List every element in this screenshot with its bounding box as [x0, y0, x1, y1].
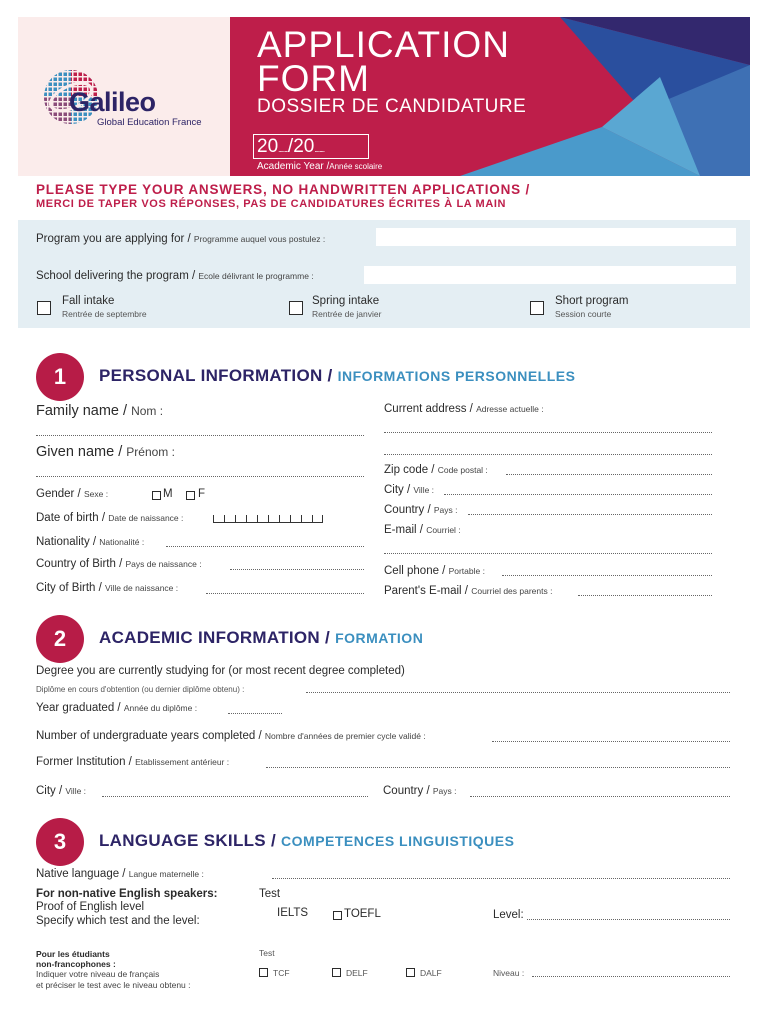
fall-intake-label-fr: Rentrée de septembre	[62, 309, 147, 319]
gender-m-label: M	[163, 488, 173, 500]
degree-label-fr: Diplôme en cours d'obtention (ou dernier diplôme obtenu) :	[36, 685, 245, 694]
academic-country-label: Country / Pays :	[383, 785, 457, 797]
gender-f-checkbox[interactable]	[186, 491, 195, 500]
email-input[interactable]	[384, 553, 712, 554]
current-address-input-line2[interactable]	[384, 454, 712, 455]
year-mid: /20	[287, 136, 315, 157]
year-graduated-input[interactable]	[228, 713, 282, 714]
country-of-birth-label: Country of Birth / Pays de naissance :	[36, 558, 202, 570]
delf-label: DELF	[346, 968, 368, 978]
dalf-label: DALF	[420, 968, 442, 978]
english-level-input[interactable]	[527, 919, 730, 920]
non-native-english-label: For non-native English speakers:	[36, 888, 218, 900]
given-name-label: Given name / Prénom :	[36, 444, 175, 460]
academic-city-label: City / Ville :	[36, 785, 87, 797]
former-institution-input[interactable]	[266, 767, 730, 768]
french-level-input[interactable]	[532, 976, 730, 977]
french-level-label: Niveau :	[493, 968, 525, 978]
nationality-input[interactable]	[166, 546, 364, 547]
year-dots-2: ........	[314, 145, 325, 154]
degree-input[interactable]	[306, 692, 730, 693]
short-program-label: Short program	[555, 295, 629, 307]
school-delivering-input[interactable]	[364, 266, 736, 284]
parent-email-input[interactable]	[578, 595, 712, 596]
section-2-title: ACADEMIC INFORMATION / FORMATION	[99, 628, 424, 647]
form-subtitle: DOSSIER DE CANDIDATURE	[257, 96, 527, 117]
section-3-title: LANGUAGE SKILLS / COMPETENCES LINGUISTIQUES	[99, 831, 515, 850]
tcf-label: TCF	[273, 968, 290, 978]
english-test-label: Test	[259, 888, 281, 900]
delf-checkbox[interactable]	[332, 968, 341, 977]
year-dots-1: ........	[278, 145, 288, 154]
undergrad-years-label: Number of undergraduate years completed / Nombre d'années de premier cycle validé :	[36, 730, 426, 742]
logo-name: Galileo	[69, 87, 156, 117]
gender-m-checkbox[interactable]	[152, 491, 161, 500]
spring-intake-checkbox[interactable]	[289, 301, 303, 315]
city-of-birth-label: City of Birth / Ville de naissance :	[36, 582, 179, 594]
zip-code-input[interactable]	[506, 474, 712, 475]
form-title-line1: APPLICATION	[257, 24, 510, 65]
native-language-input[interactable]	[272, 878, 730, 879]
toefl-label: TOEFL	[344, 908, 381, 920]
form-title-line2: FORM	[257, 58, 370, 99]
section-2-badge: 2	[36, 615, 84, 663]
degree-label: Degree you are currently studying for (or most recent degree completed)	[36, 665, 405, 677]
specify-test-label: Specify which test and the level:	[36, 915, 200, 927]
fall-intake-checkbox[interactable]	[37, 301, 51, 315]
french-test-label: Test	[259, 948, 275, 958]
year-prefix: 20	[257, 136, 279, 157]
dob-input[interactable]	[213, 515, 323, 523]
fr-indicate-label-1: Indiquer votre niveau de français	[36, 969, 160, 979]
current-address-label: Current address / Adresse actuelle :	[384, 403, 544, 415]
program-applying-label: Program you are applying for / Programme auquel vous postulez :	[36, 233, 326, 245]
fr-indicate-label-2: et préciser le test avec le niveau obtenu :	[36, 980, 191, 990]
spring-intake-label: Spring intake	[312, 295, 380, 307]
zip-code-label: Zip code / Code postal :	[384, 464, 488, 476]
gender-label: Gender / Sexe :	[36, 488, 109, 500]
section-3-badge: 3	[36, 818, 84, 866]
short-program-checkbox[interactable]	[530, 301, 544, 315]
galileo-logo	[43, 67, 218, 131]
family-name-label: Family name / Nom :	[36, 403, 164, 419]
fr-students-label-2: non-francophones :	[36, 959, 116, 969]
section-1-badge: 1	[36, 353, 84, 401]
country-input[interactable]	[468, 514, 712, 515]
spring-intake-label-fr: Rentrée de janvier	[312, 309, 382, 319]
city-label: City / Ville :	[384, 484, 435, 496]
program-applying-input[interactable]	[376, 228, 736, 246]
parent-email-label: Parent's E-mail / Courriel des parents :	[384, 585, 553, 597]
academic-city-input[interactable]	[102, 796, 368, 797]
tcf-checkbox[interactable]	[259, 968, 268, 977]
english-level-label: Level:	[493, 909, 524, 921]
academic-year-label: Academic Year /Année scolaire	[257, 161, 383, 172]
native-language-label: Native language / Langue maternelle :	[36, 868, 204, 880]
country-of-birth-input[interactable]	[230, 569, 364, 570]
academic-country-input[interactable]	[470, 796, 730, 797]
nationality-label: Nationality / Nationalité :	[36, 536, 145, 548]
email-label: E-mail / Courriel :	[384, 524, 461, 536]
ielts-label: IELTS	[277, 907, 309, 919]
year-graduated-label: Year graduated / Année du diplôme :	[36, 702, 198, 714]
dob-label: Date of birth / Date de naissance :	[36, 512, 184, 524]
fr-students-label-1: Pour les étudiants	[36, 949, 110, 959]
fall-intake-label: Fall intake	[62, 295, 115, 307]
dalf-checkbox[interactable]	[406, 968, 415, 977]
logo-tagline: Global Education France	[97, 117, 202, 128]
city-of-birth-input[interactable]	[206, 593, 364, 594]
family-name-input[interactable]	[36, 435, 364, 436]
city-input[interactable]	[444, 494, 712, 495]
short-program-label-fr: Session courte	[555, 309, 612, 319]
proof-english-label: Proof of English level	[36, 901, 145, 913]
school-delivering-label: School delivering the program / Ecole délivrant le programme :	[36, 270, 314, 282]
given-name-input[interactable]	[36, 476, 364, 477]
toefl-checkbox[interactable]	[333, 911, 342, 920]
gender-f-label: F	[198, 488, 206, 500]
undergrad-years-input[interactable]	[492, 741, 730, 742]
instruction-en: PLEASE TYPE YOUR ANSWERS, NO HANDWRITTEN APPLICATIONS /	[36, 182, 531, 197]
country-label: Country / Pays :	[384, 504, 458, 516]
section-1-title: PERSONAL INFORMATION / INFORMATIONS PERSONNELLES	[99, 366, 576, 385]
cell-phone-label: Cell phone / Portable :	[384, 565, 485, 577]
cell-phone-input[interactable]	[502, 575, 712, 576]
current-address-input-line1[interactable]	[384, 432, 712, 433]
instruction-fr: MERCI DE TAPER VOS RÉPONSES, PAS DE CANDIDATURES ÉCRITES À LA MAIN	[36, 198, 507, 210]
former-institution-label: Former Institution / Etablissement antérieur :	[36, 756, 230, 768]
academic-year-field[interactable]	[253, 134, 369, 159]
